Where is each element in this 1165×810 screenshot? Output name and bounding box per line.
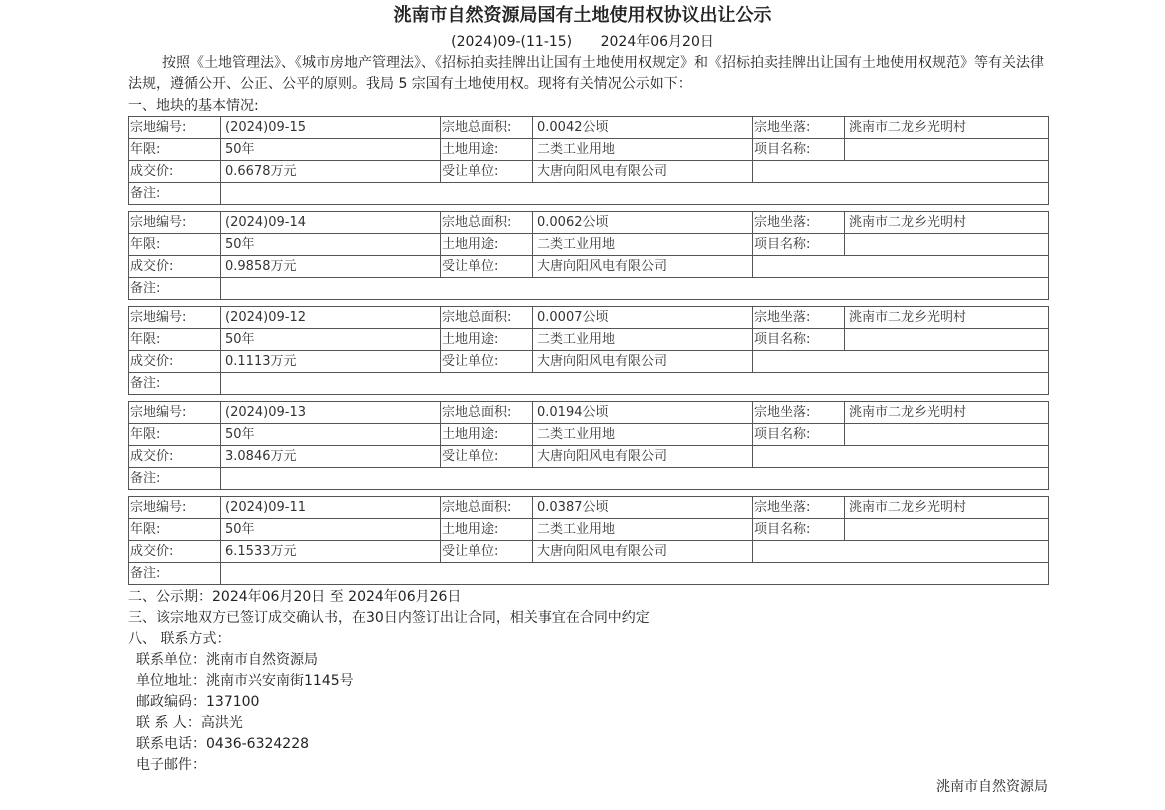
footer-info [128, 587, 650, 776]
label-term: 年限: [129, 234, 221, 256]
label-use: 土地用途: [441, 234, 533, 256]
label-parcel-no: 宗地编号: [129, 212, 221, 234]
label-use: 土地用途: [441, 139, 533, 161]
use-value: 二类工业用地 [533, 329, 753, 351]
parcel-table [128, 401, 1049, 490]
page-title: 洮南市自然资源局国有土地使用权协议出让公示 [393, 5, 772, 26]
location-value: 洮南市二龙乡光明村 [845, 117, 1049, 139]
label-price: 成交价: [129, 351, 221, 373]
label-grantee: 受让单位: [441, 256, 533, 278]
area-value: 0.0062公顷 [533, 212, 753, 234]
table-row [129, 278, 1049, 300]
empty-cell [753, 446, 1049, 468]
price-value: 0.1113万元 [221, 351, 441, 373]
parcel-no-value: (2024)09-12 [221, 307, 441, 329]
contact-person: 联 系 人：高洪光 [136, 715, 243, 731]
grantee-value: 大唐向阳风电有限公司 [533, 351, 753, 373]
use-value: 二类工业用地 [533, 519, 753, 541]
label-parcel-no: 宗地编号: [129, 402, 221, 424]
label-remark: 备注: [129, 183, 221, 205]
term-value: 50年 [221, 234, 441, 256]
price-value: 0.9858万元 [221, 256, 441, 278]
parcel-tables [128, 116, 1048, 591]
parcel-table [128, 211, 1049, 300]
label-price: 成交价: [129, 541, 221, 563]
document-number: (2024)09-(11-15) [451, 34, 573, 50]
label-project: 项目名称: [753, 424, 845, 446]
price-value: 0.6678万元 [221, 161, 441, 183]
document-date: 2024年06月20日 [600, 34, 714, 50]
contact-heading: 八、 联系方式： [128, 631, 231, 647]
contact-email: 电子邮件： [136, 757, 206, 773]
parcel-table [128, 496, 1049, 585]
label-grantee: 受让单位: [441, 446, 533, 468]
parcel-no-value: (2024)09-14 [221, 212, 441, 234]
label-parcel-no: 宗地编号: [129, 497, 221, 519]
table-row [129, 402, 1049, 424]
empty-cell [753, 256, 1049, 278]
contract-note: 三、该宗地双方已签订成交确认书，在30日内签订出让合同，相关事宜在合同中约定 [128, 610, 650, 626]
page-subtitle [0, 32, 1165, 52]
publicity-period: 二、公示期：2024年06月20日 至 2024年06月26日 [128, 589, 462, 605]
price-value: 3.0846万元 [221, 446, 441, 468]
label-location: 宗地坐落: [753, 402, 845, 424]
table-row [129, 563, 1049, 585]
label-location: 宗地坐落: [753, 212, 845, 234]
price-value: 6.1533万元 [221, 541, 441, 563]
area-value: 0.0194公顷 [533, 402, 753, 424]
project-value [845, 234, 1049, 256]
label-parcel-no: 宗地编号: [129, 117, 221, 139]
project-value [845, 424, 1049, 446]
parcel-no-value: (2024)09-15 [221, 117, 441, 139]
label-project: 项目名称: [753, 519, 845, 541]
empty-cell [753, 351, 1049, 373]
table-row [129, 424, 1049, 446]
table-row [129, 519, 1049, 541]
label-area: 宗地总面积: [441, 497, 533, 519]
contact-phone: 联系电话：0436-6324228 [136, 736, 310, 752]
label-price: 成交价: [129, 446, 221, 468]
table-row [129, 161, 1049, 183]
table-row [129, 541, 1049, 563]
empty-cell [753, 161, 1049, 183]
signoff-organization: 洮南市自然资源局 [936, 779, 1048, 795]
remark-value [221, 183, 1049, 205]
label-remark: 备注: [129, 563, 221, 585]
label-grantee: 受让单位: [441, 351, 533, 373]
use-value: 二类工业用地 [533, 234, 753, 256]
table-row [129, 497, 1049, 519]
term-value: 50年 [221, 329, 441, 351]
table-row [129, 139, 1049, 161]
label-price: 成交价: [129, 161, 221, 183]
label-project: 项目名称: [753, 234, 845, 256]
label-area: 宗地总面积: [441, 212, 533, 234]
location-value: 洮南市二龙乡光明村 [845, 497, 1049, 519]
label-term: 年限: [129, 519, 221, 541]
term-value: 50年 [221, 424, 441, 446]
label-term: 年限: [129, 329, 221, 351]
area-value: 0.0042公顷 [533, 117, 753, 139]
remark-value [221, 563, 1049, 585]
table-row [129, 307, 1049, 329]
label-remark: 备注: [129, 373, 221, 395]
label-term: 年限: [129, 424, 221, 446]
term-value: 50年 [221, 519, 441, 541]
table-row [129, 234, 1049, 256]
parcel-no-value: (2024)09-11 [221, 497, 441, 519]
grantee-value: 大唐向阳风电有限公司 [533, 446, 753, 468]
remark-value [221, 468, 1049, 490]
project-value [845, 329, 1049, 351]
grantee-value: 大唐向阳风电有限公司 [533, 541, 753, 563]
remark-value [221, 373, 1049, 395]
table-row [129, 468, 1049, 490]
table-row [129, 446, 1049, 468]
label-area: 宗地总面积: [441, 117, 533, 139]
contact-unit: 联系单位：洮南市自然资源局 [136, 652, 318, 668]
area-value: 0.0387公顷 [533, 497, 753, 519]
table-row [129, 329, 1049, 351]
label-parcel-no: 宗地编号: [129, 307, 221, 329]
parcel-table [128, 116, 1049, 205]
label-location: 宗地坐落: [753, 117, 845, 139]
label-use: 土地用途: [441, 519, 533, 541]
location-value: 洮南市二龙乡光明村 [845, 212, 1049, 234]
use-value: 二类工业用地 [533, 424, 753, 446]
label-price: 成交价: [129, 256, 221, 278]
use-value: 二类工业用地 [533, 139, 753, 161]
location-value: 洮南市二龙乡光明村 [845, 402, 1049, 424]
label-area: 宗地总面积: [441, 402, 533, 424]
grantee-value: 大唐向阳风电有限公司 [533, 161, 753, 183]
empty-cell [753, 541, 1049, 563]
table-row [129, 117, 1049, 139]
label-area: 宗地总面积: [441, 307, 533, 329]
parcel-no-value: (2024)09-13 [221, 402, 441, 424]
label-use: 土地用途: [441, 424, 533, 446]
intro-paragraph: 按照《土地管理法》、《城市房地产管理法》、《招标拍卖挂牌出让国有土地使用权规定》和《招标拍卖挂牌出让国有土地使用权规范》等有关法律法规，遵循公开、公正、公平的原则。我局 5 宗国有土地使用权。现将有关情况公示如下： [128, 55, 1044, 92]
contact-address: 单位地址：洮南市兴安南街1145号 [136, 673, 354, 689]
location-value: 洮南市二龙乡光明村 [845, 307, 1049, 329]
parcel-table [128, 306, 1049, 395]
label-location: 宗地坐落: [753, 497, 845, 519]
table-row [129, 183, 1049, 205]
section-heading-basic-info: 一、地块的基本情况: [128, 98, 259, 114]
label-remark: 备注: [129, 278, 221, 300]
label-remark: 备注: [129, 468, 221, 490]
label-grantee: 受让单位: [441, 541, 533, 563]
label-location: 宗地坐落: [753, 307, 845, 329]
table-row [129, 351, 1049, 373]
term-value: 50年 [221, 139, 441, 161]
label-project: 项目名称: [753, 139, 845, 161]
label-project: 项目名称: [753, 329, 845, 351]
contact-postcode: 邮政编码：137100 [136, 694, 260, 710]
table-row [129, 256, 1049, 278]
label-use: 土地用途: [441, 329, 533, 351]
label-grantee: 受让单位: [441, 161, 533, 183]
label-term: 年限: [129, 139, 221, 161]
project-value [845, 519, 1049, 541]
area-value: 0.0007公顷 [533, 307, 753, 329]
table-row [129, 373, 1049, 395]
project-value [845, 139, 1049, 161]
remark-value [221, 278, 1049, 300]
table-row [129, 212, 1049, 234]
grantee-value: 大唐向阳风电有限公司 [533, 256, 753, 278]
